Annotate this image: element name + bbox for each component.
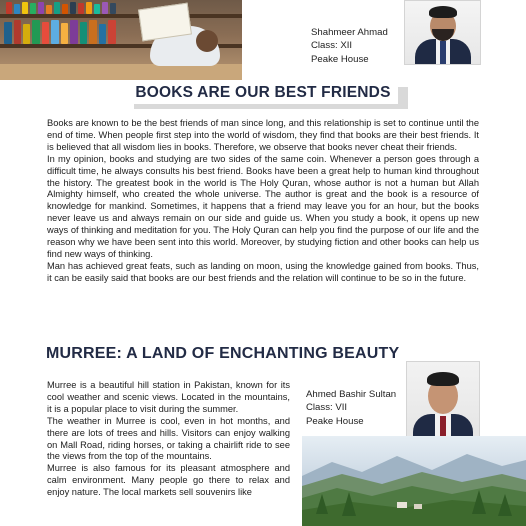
article1-paragraph: Books are known to be the best friends of man since long, and this relationship is set to continue until the end of time. When people first step into the world of wisdom, they find that books are their best friends. It is believed that all wisdom lies in books. Therefore, we observe that books never cheat their friends.: [47, 118, 479, 152]
author2-class: Class: VII: [306, 402, 348, 414]
author1-photo: [404, 0, 481, 65]
floor: [0, 64, 242, 80]
hair: [427, 372, 459, 386]
books-row-middle: [0, 18, 130, 44]
books-hero-photo: [0, 0, 242, 80]
author1-name: Shahmeer Ahmad: [311, 27, 388, 38]
author2-name: Ahmed Bashir Sultan: [306, 389, 397, 400]
article2-paragraph: Murree is a beautiful hill station in Pakistan, known for its cool weather and scenic views. Located in the mountains, it is a popular place to visit during the summer.: [47, 380, 290, 414]
murree-landscape-photo: [302, 436, 526, 526]
author2-house: Peake House: [306, 415, 364, 427]
article1-title-banner: [128, 82, 408, 110]
article2-title: MURREE: A LAND OF ENCHANTING BEAUTY: [46, 343, 399, 365]
author1-class: Class: XII: [311, 40, 353, 52]
author2-info: [306, 388, 396, 428]
books-row-top: [0, 0, 130, 14]
article1-title: BOOKS ARE OUR BEST FRIENDS: [128, 82, 398, 104]
hair: [429, 6, 457, 18]
article1-body: [47, 118, 479, 285]
article2-paragraph: The weather in Murree is cool, even in hot months, and there are lots of trees and hills. Visitors can enjoy walking on Mall Road, riding horses, or taking a chairlift ride to see the views from the top of the mountains.: [47, 415, 290, 462]
landscape-illustration: [302, 436, 526, 526]
author1-info: [311, 26, 388, 66]
article2-title-banner: [46, 343, 400, 369]
article2-body: [47, 380, 290, 499]
article1-paragraph: In my opinion, books and studying are two sides of the same coin. Whenever a person goes through a difficult time, he always consults his best friend. Books have been a great help to human kind throughout the history. The greatest book in the world is The Holy Quran, whose author is not a human but Allah Almighty himself, who created the whole universe. The author is great and the book is a resource of knowledge for mankind. Sometimes, it happens that a friend may leave you for an hour, but the books never leave us and always remain on our side and guide us. When you study a book, it opens up new ways of thinking and meditation for you. The Holy Quran can help you find the purpose of our life and the reason why we have been sent into this world. Moreover, by studying fiction and other books can help us find new ways of thinking.: [47, 153, 479, 259]
tie: [440, 41, 446, 64]
reader-head: [196, 30, 218, 52]
author1-house: Peake House: [311, 53, 369, 65]
article1-paragraph: Man has achieved great feats, such as landing on moon, using the knowledge gained from books. Thus, it can be easily said that books are our best friends and the relation will continue to be so in the future.: [47, 260, 479, 283]
article2-paragraph: Murree is also famous for its pleasant atmosphere and calm environment. Many people go there to relax and enjoy nature. The local markets sell souvenirs like: [47, 463, 290, 498]
